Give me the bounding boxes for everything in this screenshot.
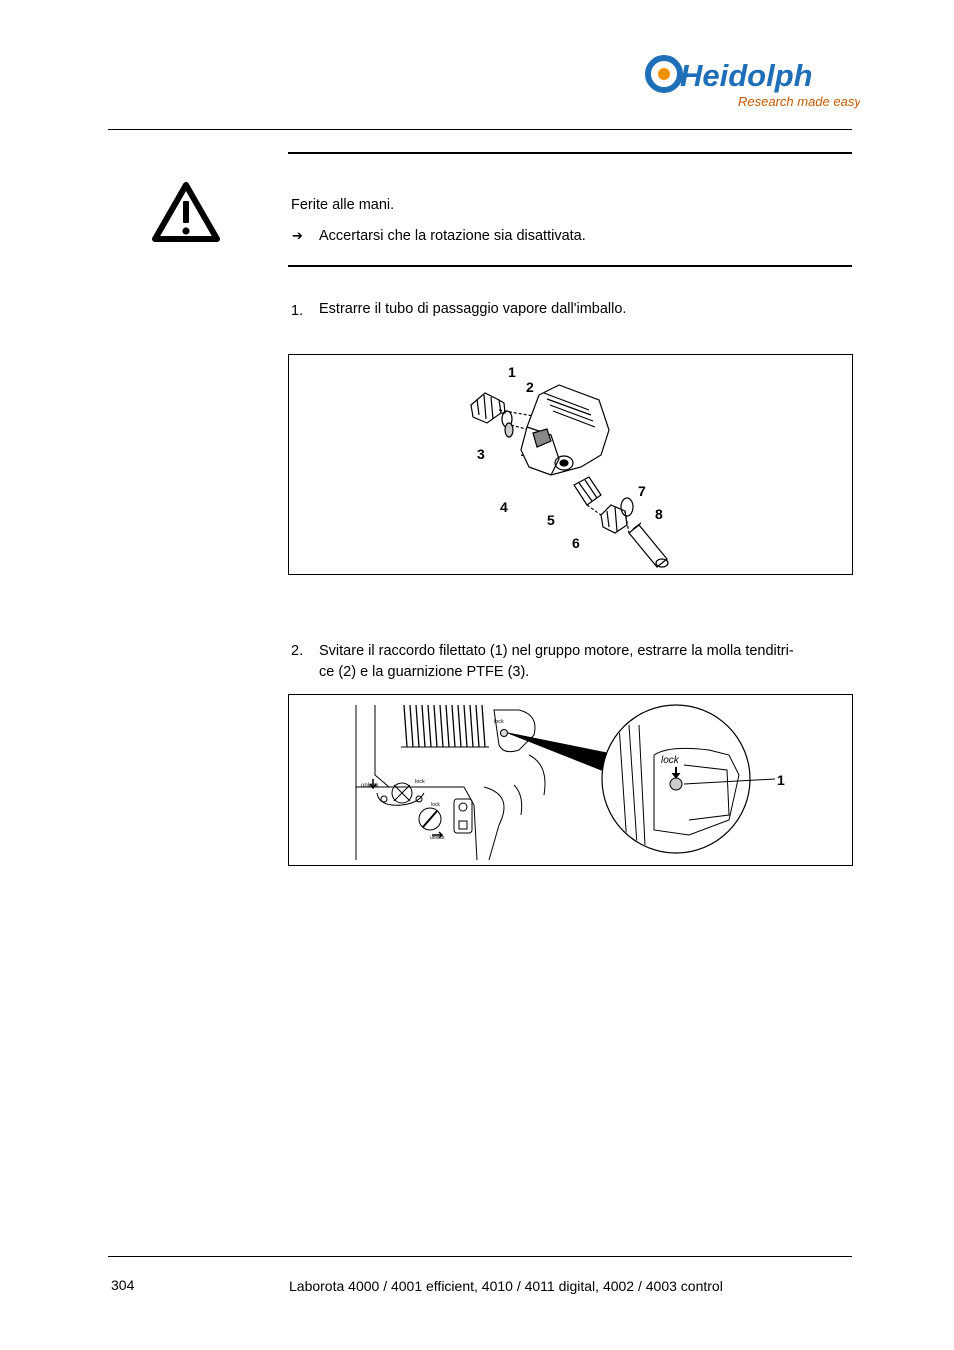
warning-text: Ferite alle mani.: [291, 197, 395, 213]
warning-action: Accertarsi che la rotazione sia disattivata.: [319, 228, 586, 244]
callout-8: 8: [655, 506, 663, 522]
callout-2: 2: [526, 379, 534, 395]
warning-triangle-icon: [151, 181, 221, 243]
label-lock-small: lock: [415, 779, 425, 785]
warning-top-rule: [288, 152, 852, 154]
callout-7: 7: [638, 483, 646, 499]
vapor-tube-part: [629, 523, 668, 567]
step-2-number: 2.: [291, 643, 304, 659]
lock-dial-icon: [377, 783, 424, 805]
indicator-panel: [454, 799, 472, 833]
brand-slogan: Research made easy: [738, 94, 860, 109]
label-lock-detail: lock: [661, 755, 679, 766]
logo-dot: [658, 68, 670, 80]
motor-housing-part: [521, 385, 609, 475]
label-lock-knob: lock: [431, 802, 440, 808]
callout-4: 4: [500, 499, 508, 515]
footer-rule: [108, 1256, 852, 1257]
callout-1: 1: [777, 772, 785, 788]
warning-bottom-rule: [288, 265, 852, 267]
clamping-nut-part: [601, 505, 627, 533]
threaded-fitting-part: [471, 393, 505, 423]
callout-1: 1: [508, 364, 516, 380]
step-2-line-1: Svitare il raccordo filettato (1) nel gruppo motore, estrarre la molla tenditri-: [319, 643, 794, 659]
unlock-knob-icon: [419, 808, 441, 830]
callout-6: 6: [572, 535, 580, 551]
figure-lock-detail: [288, 694, 853, 866]
header-rule: [108, 129, 852, 130]
heidolph-logo: [640, 50, 860, 120]
arrow-right-icon: ➔: [292, 229, 303, 244]
label-lock-top: lock: [494, 719, 504, 725]
brand-name: Heidolph: [680, 58, 813, 93]
label-unlock-knob: unlock: [430, 835, 445, 841]
step-2-line-2: ce (2) e la guarnizione PTFE (3).: [319, 664, 530, 680]
collar-part: [621, 498, 633, 516]
step-1-text: Estrarre il tubo di passaggio vapore dall'imballo.: [319, 301, 627, 317]
callout-3: 3: [477, 446, 485, 462]
callout-5: 5: [547, 512, 555, 528]
lock-button-small: [501, 730, 508, 737]
figure-exploded-view: [288, 354, 853, 575]
step-1-number: 1.: [291, 303, 304, 319]
vapor-tube-sleeve-part: [574, 477, 601, 505]
cooling-fins: [404, 705, 485, 747]
zoom-pointer: [508, 733, 607, 771]
lock-button-detail: [670, 778, 682, 790]
page-number: 304: [111, 1277, 135, 1293]
footer-product: Laborota 4000 / 4001 efficient, 4010 / 4011 digital, 4002 / 4003 control: [289, 1278, 723, 1294]
label-unlock: unlock: [361, 783, 379, 789]
